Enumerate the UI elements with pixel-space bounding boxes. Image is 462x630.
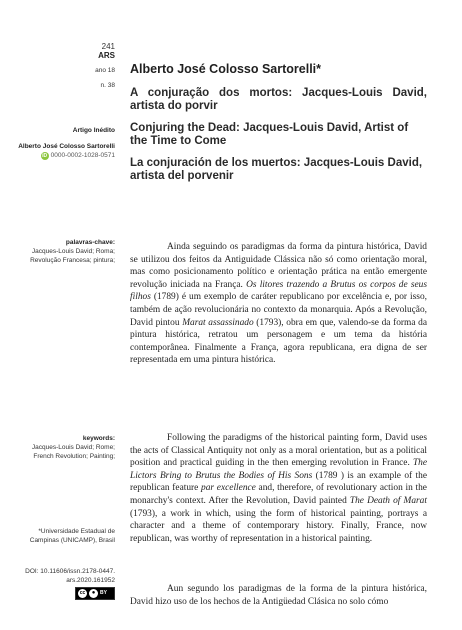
affiliation-line: Campinas (UNICAMP), Brasil — [29, 537, 115, 544]
affiliation-line: *Universidade Estadual de — [38, 528, 115, 535]
cc-by-badge[interactable] — [75, 587, 115, 600]
license-label: BY — [100, 590, 107, 596]
affiliation — [30, 527, 115, 545]
title-pt: A conjuração dos mortos: Jacques-Louis David, artista do porvir — [130, 87, 427, 112]
doi-line[interactable]: DOI: 10.11606/issn.2178-0447. — [25, 568, 115, 575]
doi-line[interactable]: ars.2020.161952 — [66, 577, 115, 584]
orcid-link[interactable]: 0000-0002-1028-0571 — [50, 152, 115, 159]
orcid-icon: iD — [42, 152, 48, 159]
author-name: Alberto José Colosso Sartorelli* — [130, 62, 322, 76]
license-badge[interactable] — [75, 587, 115, 600]
artwork-title: The Lictors Bring to Brutus the Bodies of His Sons — [130, 458, 427, 481]
page-number: 241 — [101, 42, 115, 51]
artwork-title: Os litores trazendo a Brutus os corpos de seus filhos — [130, 279, 427, 303]
abstract-pt — [130, 241, 427, 367]
person-icon: ● — [89, 589, 98, 598]
doi — [25, 567, 115, 585]
abstract-es — [130, 583, 427, 608]
keywords-en — [32, 434, 115, 461]
abstract-en-text: Following the paradigms of the historical painting form, David uses the acts of Classical Antiquity not only as a moral orientation, but as a political position and practical guiding in the then emerging revolution in France. The Lictors Bring to Brutus the Bodies of His Sons (1789 ) is an example of the republican feature par excellence and, therefore, of revolutionary action in the monarchy's context. After the Revolution, David painted The Death of Marat (1793), a work in which, using the form of historical painting, portrays a character and a theme of contemporary history. Finally, France, now republican, was worthy of representation in a historical painting. — [130, 433, 427, 544]
cc-icon: cc — [79, 590, 86, 596]
journal-name: ARS — [98, 51, 115, 60]
keywords-pt-line: Jacques-Louis David; Roma; — [31, 248, 115, 255]
abstract-pt-text: Ainda seguindo os paradigmas da forma da pintura histórica, David se utilizou dos feitos da Antiguidade Clássica não só como orientação moral, mas como posicionamento político e orientação prática na então emergente revolução iniciada na França. Os litores trazendo a Brutus os corpos de seus filhos (1789) é um exemplo de caráter republicano por excelência e, por isso, também de ação revolucionária no contexto da monarquia. Após a Revolução, David pintou Marat assassinado (1793), obra em que, valendo-se da forma da pintura histórica, retratou um personagem e um tema da história contemporânea. Finalmente a França, agora republicana, era digna de ser representada em uma pintura histórica. — [130, 242, 427, 366]
abstract-es-text: Aun segundo los paradigmas de la forma de la pintura histórica, David hizo uso de los hechos de la Antigüedad Clásica no solo cómo — [130, 584, 427, 607]
keywords-pt — [30, 238, 115, 265]
sidebar-author: Alberto José Colosso Sartorelli — [18, 143, 115, 150]
article-type: Artigo Inédito — [72, 127, 115, 134]
title-en: Conjuring the Dead: Jacques-Louis David, Artist of the Time to Come — [130, 122, 409, 147]
artwork-title: Marat assassinado — [182, 317, 254, 328]
keywords-en-line: Jacques-Louis David; Rome; — [31, 444, 115, 451]
orcid-row[interactable] — [18, 151, 115, 160]
article-header — [130, 62, 427, 183]
artwork-title: The Death of Marat — [349, 495, 427, 506]
emphasis-term: par excellence — [201, 483, 256, 494]
abstract-en — [130, 432, 427, 545]
journal-year: ano 18 — [95, 67, 115, 74]
article-meta — [18, 126, 115, 160]
keywords-en-label: keywords: — [82, 435, 115, 442]
keywords-pt-line: Revolução Francesa; pintura; — [30, 257, 115, 264]
title-es: La conjuración de los muertos: Jacques-Louis David, artista del porvenir — [130, 157, 423, 182]
keywords-pt-label: palavras-chave: — [65, 239, 115, 246]
keywords-en-line: French Revolution; Painting; — [33, 453, 115, 460]
page-meta — [95, 42, 115, 90]
journal-issue: n. 38 — [100, 82, 115, 89]
